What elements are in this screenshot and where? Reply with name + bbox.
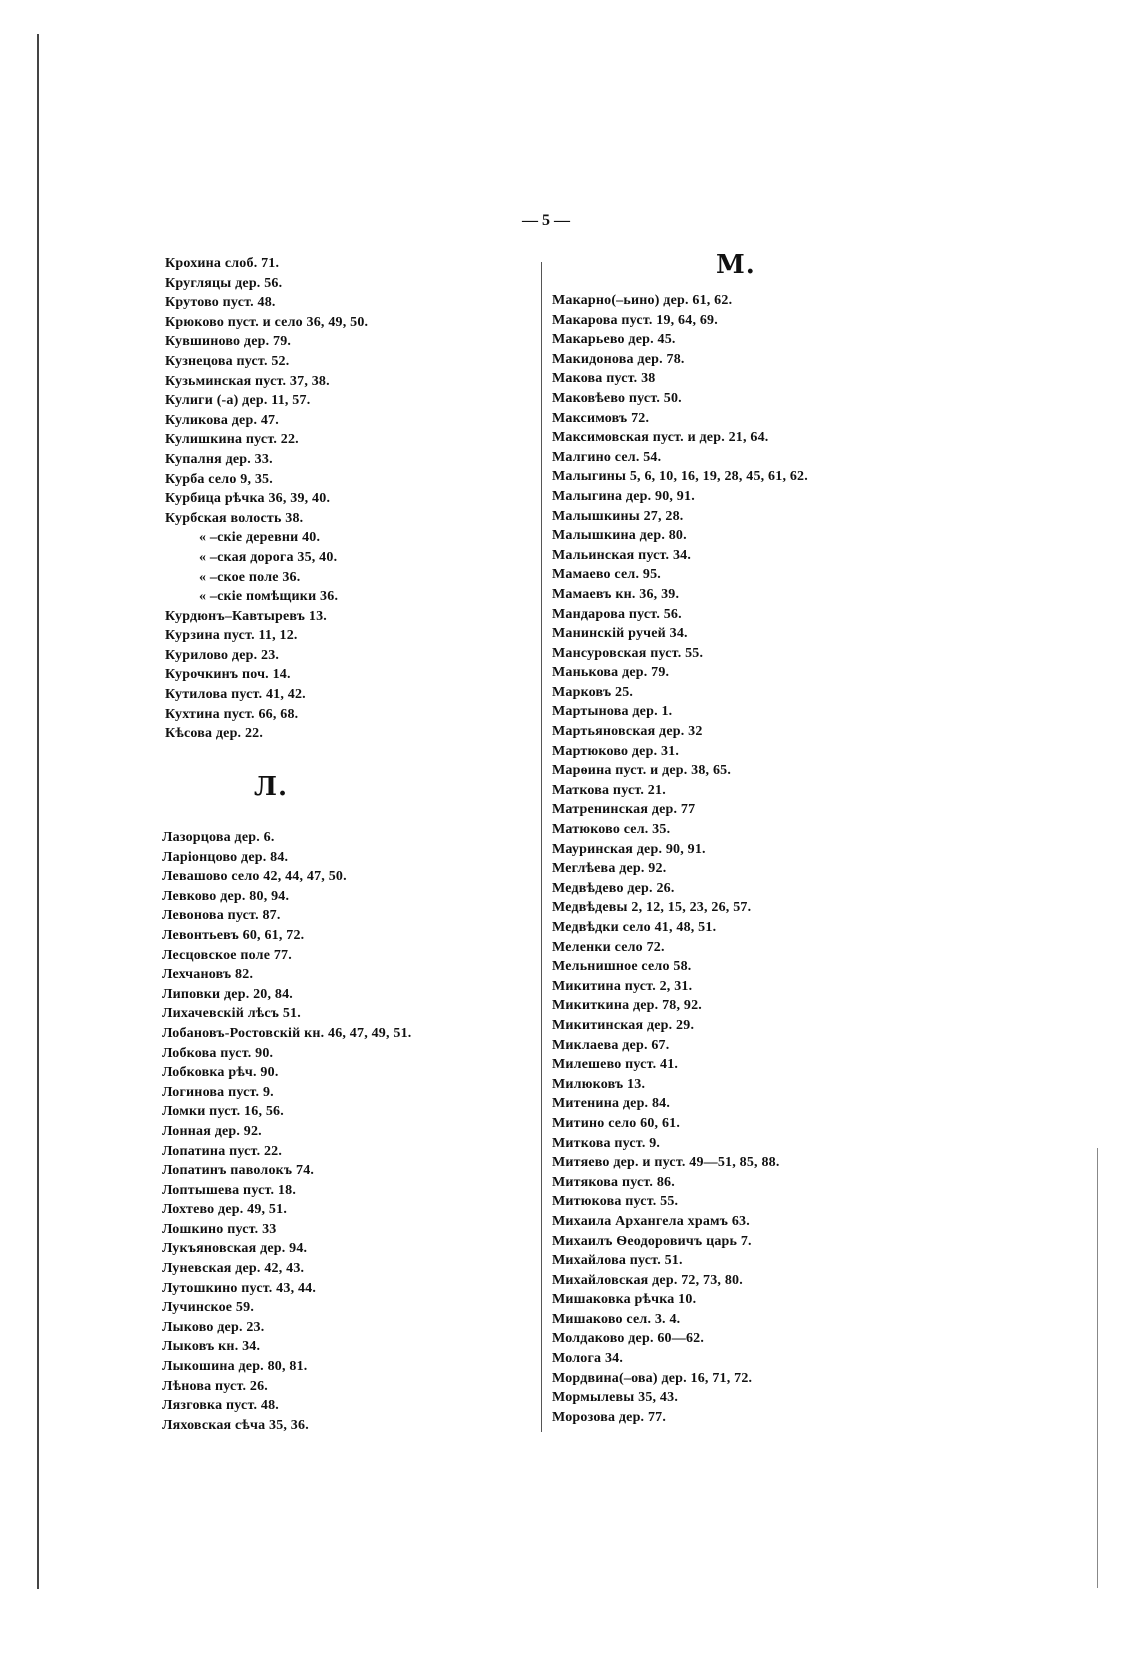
index-entry: Митюкова пуст. 55. [552,1194,679,1210]
scan-left-edge-line [37,34,39,1589]
index-entry: Лоптышева пуст. 18. [162,1182,297,1198]
index-entry: Мормылевы 35, 43. [552,1390,679,1406]
index-entry: Меленки село 72. [552,939,665,955]
index-entry: Матюково сел. 35. [552,822,671,838]
index-entry: Мордвина(–ова) дер. 16, 71, 72. [552,1370,753,1386]
index-entry: Молдаково дер. 60—62. [552,1331,705,1347]
index-entry: Купалня дер. 33. [165,451,273,467]
index-entry: Маковѣево пуст. 50. [552,390,682,406]
index-entry: Маткова пуст. 21. [552,782,666,798]
index-entry: Макарно(–ьино) дер. 61, 62. [552,293,733,308]
right-column-m-entries [552,291,952,1427]
index-entry: Малыгины 5, 6, 10, 16, 19, 28, 45, 61, 62. [552,469,808,485]
index-entry: « –ское поле 36. [199,569,301,585]
index-entry: Лехчановъ 82. [162,967,254,983]
index-entry: Митяево дер. и пуст. 49—51, 85, 88. [552,1155,780,1171]
index-entry: Макова пуст. 38 [552,371,656,387]
index-entry: Курбская волость 38. [165,510,304,526]
index-entry: Кѣсова дер. 22. [165,726,264,742]
index-entry: Михаилъ Ѳеодоровичъ царь 7. [552,1233,752,1249]
index-entry: Курба село 9, 35. [165,471,273,487]
index-entry: Лучинское 59. [162,1300,255,1316]
index-entry: Левково дер. 80, 94. [162,888,290,904]
index-entry: Липовки дер. 20, 84. [162,986,293,1002]
index-entry: Лукъяновская дер. 94. [162,1241,308,1257]
index-entry: Курбица рѣчка 36, 39, 40. [165,491,331,507]
index-entry: Кузьминская пуст. 37, 38. [165,373,330,389]
index-entry: Мартынова дер. 1. [552,704,673,720]
index-entry: Лопатина пуст. 22. [162,1143,283,1159]
index-entry: Лыкошина дер. 80, 81. [162,1359,308,1375]
index-entry: Максимовъ 72. [552,410,650,426]
index-entry: Ларіонцово дер. 84. [162,849,289,865]
index-entry: « –скіе помѣщики 36. [199,589,339,605]
index-entry: Лазорцова дер. 6. [162,830,275,845]
index-entry: Малышкины 27, 28. [552,508,684,524]
index-entry: Курзина пуст. 11, 12. [165,628,298,644]
index-entry: Лобкова пуст. 90. [162,1045,274,1061]
index-entry: Медвѣдево дер. 26. [552,880,675,896]
index-entry: Мамаево сел. 95. [552,567,661,583]
index-entry: Ломки пуст. 16, 56. [162,1104,284,1120]
index-entry: Мишаковка рѣчка 10. [552,1292,697,1308]
index-entry: Михайловская дер. 72, 73, 80. [552,1272,743,1288]
index-entry: Лобановъ-Ростовскій кн. 46, 47, 49, 51. [162,1025,412,1041]
index-entry: Манинскій ручей 34. [552,626,688,642]
index-entry: Милешево пуст. 41. [552,1057,679,1073]
index-entry: Лопатинъ паволокъ 74. [162,1163,315,1179]
index-entry: Малыгина дер. 90, 91. [552,488,695,504]
index-entry: Левонова пуст. 87. [162,908,281,924]
column-divider [541,262,542,1432]
index-entry: Микиткина дер. 78, 92. [552,998,702,1014]
left-column-k-entries [165,254,505,744]
index-entry: Лонная дер. 92. [162,1123,262,1139]
index-entry: Кулишкина пуст. 22. [165,432,299,448]
index-entry: Курдюнъ–Кавтыревъ 13. [165,608,327,624]
index-entry: Михаила Архангела храмъ 63. [552,1213,750,1229]
index-entry: « –ская дорога 35, 40. [199,549,338,565]
index-entry: Марковъ 25. [552,684,634,700]
scan-right-edge-line [1097,1148,1098,1588]
index-entry: Миткова пуст. 9. [552,1135,661,1151]
index-entry: Медвѣдки село 41, 48, 51. [552,920,717,935]
index-entry: Макарова пуст. 19, 64, 69. [552,312,718,328]
index-entry: Кутилова пуст. 41, 42. [165,687,306,703]
index-entry: Милюковъ 13. [552,1076,646,1092]
index-entry: Макарьево дер. 45. [552,332,676,348]
index-entry: Курочкинъ поч. 14. [165,667,291,683]
index-entry: Митино село 60, 61. [552,1115,681,1131]
letter-heading-m: М. [716,250,756,280]
index-entry: Левашово село 42, 44, 47, 50. [162,869,347,885]
index-entry: Максимовская пуст. и дер. 21, 64. [552,430,769,446]
index-entry: Митенина дер. 84. [552,1096,671,1112]
index-entry: Логинова пуст. 9. [162,1084,274,1100]
index-entry: Молога 34. [552,1351,624,1367]
index-entry: Кухтина пуст. 66, 68. [165,706,299,722]
index-entry: Куликова дер. 47. [165,412,279,428]
index-entry: Кувшиново дер. 79. [165,334,292,350]
index-entry: Лыковъ кн. 34. [162,1339,261,1355]
index-entry: Лихачевскій лѣсъ 51. [162,1006,301,1022]
index-entry: Малгино сел. 54. [552,449,662,465]
index-entry: Лыково дер. 23. [162,1319,265,1335]
index-entry: Луневская дер. 42, 43. [162,1261,305,1277]
index-entry: Микитинская дер. 29. [552,1017,695,1033]
index-entry: Меглѣева дер. 92. [552,861,667,877]
index-entry: Лесцовское поле 77. [162,947,292,963]
page-number: — 5 — [522,212,570,229]
index-entry: Лязговка пуст. 48. [162,1398,279,1414]
index-entry: Мансуровская пуст. 55. [552,645,704,661]
index-entry: Морозова дер. 77. [552,1409,667,1425]
index-entry: Крутово пуст. 48. [165,295,276,311]
index-entry: Крохина слоб. 71. [165,256,280,271]
index-entry: Митякова пуст. 86. [552,1174,675,1190]
index-entry: Микитина пуст. 2, 31. [552,978,693,994]
index-entry: Миклаева дер. 67. [552,1037,670,1053]
index-entry: Матренинская дер. 77 [552,802,696,818]
index-entry: Медвѣдевы 2, 12, 15, 23, 26, 57. [552,900,752,916]
index-entry: Мишаково сел. 3. 4. [552,1311,681,1327]
index-entry: Мауринская дер. 90, 91. [552,841,706,857]
left-column-l-entries [162,828,502,1435]
index-entry: Марѳина пуст. и дер. 38, 65. [552,763,732,779]
index-entry: Малышкина дер. 80. [552,528,687,544]
index-entry: Манькова дер. 79. [552,665,670,681]
index-entry: Кулиги (-а) дер. 11, 57. [165,393,311,409]
index-entry: Мандарова пуст. 56. [552,606,682,622]
index-entry: Курилово дер. 23. [165,647,280,663]
index-entry: Мартюково дер. 31. [552,743,680,759]
index-entry: Кругляцы дер. 56. [165,275,283,291]
index-entry: Лохтево дер. 49, 51. [162,1202,288,1218]
index-entry: Левонтьевъ 60, 61, 72. [162,927,305,943]
index-entry: Мартьяновская дер. 32 [552,724,703,740]
index-entry: Лѣнова пуст. 26. [162,1378,268,1394]
index-entry: Лобковка рѣч. 90. [162,1065,279,1081]
index-entry: Макидонова дер. 78. [552,351,685,367]
index-entry: Михайлова пуст. 51. [552,1253,683,1269]
index-entry: Кузнецова пуст. 52. [165,353,290,369]
index-entry: Ляховская сѣча 35, 36. [162,1417,309,1433]
index-entry: « –скіе деревни 40. [199,530,321,546]
index-entry: Мамаевъ кн. 36, 39. [552,586,680,602]
index-entry: Мальинская пуст. 34. [552,547,692,563]
index-entry: Мельнишное село 58. [552,959,692,975]
letter-heading-l: Л. [254,772,289,802]
index-entry: Лошкино пуст. 33 [162,1221,277,1237]
index-entry: Крюково пуст. и село 36, 49, 50. [165,314,369,330]
index-entry: Лутошкино пуст. 43, 44. [162,1280,317,1296]
